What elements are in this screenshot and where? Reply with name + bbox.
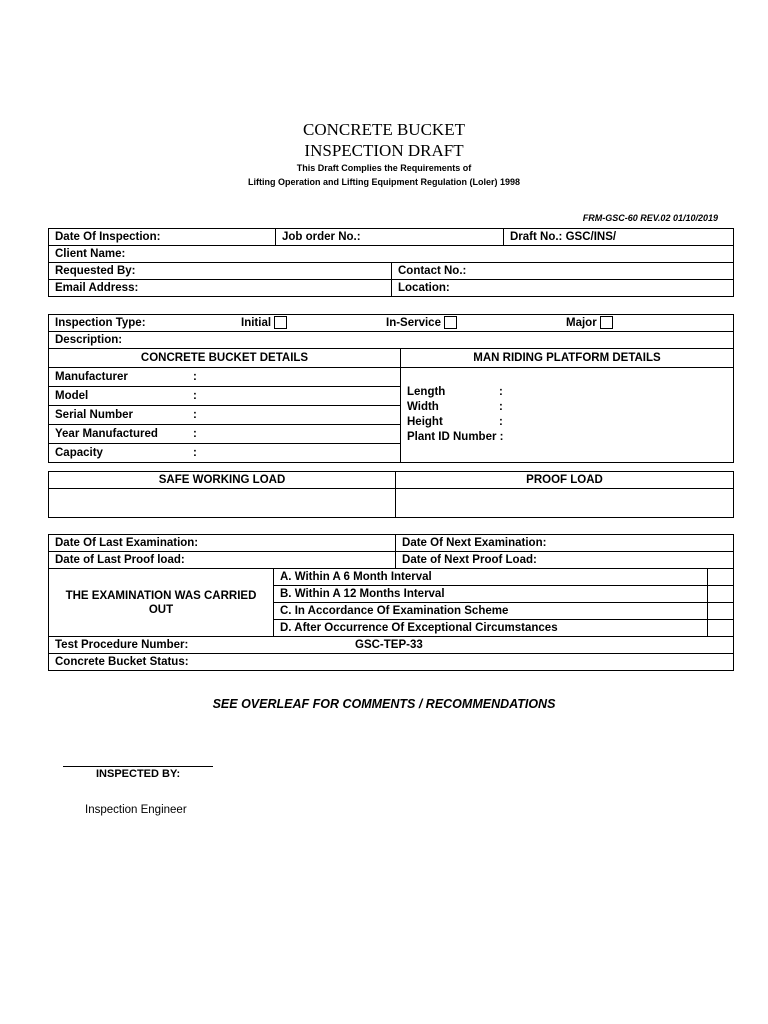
job-order-field[interactable]: Job order No.: [276, 229, 504, 246]
serial-number-row[interactable] [49, 406, 400, 425]
inspection-engineer-label: Inspection Engineer [85, 804, 187, 816]
colon: : [499, 401, 503, 413]
initial-option[interactable] [241, 315, 287, 331]
last-proof-load-field[interactable]: Date of Last Proof load: [49, 552, 396, 569]
subtitle-line-1: This Draft Complies the Requirements of [296, 163, 472, 173]
manufacturer-label: Manufacturer [55, 371, 128, 383]
next-proof-load-field[interactable]: Date of Next Proof Load: [396, 552, 734, 569]
colon: : [193, 409, 197, 421]
client-info-table [48, 228, 734, 297]
width-row[interactable] [407, 400, 727, 415]
bucket-details-header: CONCRETE BUCKET DETAILS [49, 349, 401, 368]
length-row[interactable] [407, 385, 727, 400]
test-procedure-row [49, 637, 734, 654]
colon: : [193, 447, 197, 459]
form-reference: FRM-GSC-60 REV.02 01/10/2019 [582, 213, 718, 223]
platform-details-cell [401, 368, 734, 463]
capacity-label: Capacity [55, 447, 103, 459]
inspected-by-label: INSPECTED BY: [96, 768, 181, 780]
major-option[interactable] [566, 315, 613, 331]
model-label: Model [55, 390, 89, 402]
date-of-inspection-field[interactable]: Date Of Inspection: [49, 229, 276, 246]
loads-table [48, 471, 734, 518]
examination-table [48, 534, 734, 671]
overleaf-note: SEE OVERLEAF FOR COMMENTS / RECOMMENDATIONS [212, 697, 556, 711]
safe-working-load-header: SAFE WORKING LOAD [49, 472, 396, 489]
client-name-field[interactable]: Client Name: [49, 246, 734, 263]
plant-id-row[interactable] [407, 430, 727, 445]
requested-by-field[interactable]: Requested By: [49, 263, 392, 280]
height-label: Height [407, 416, 443, 428]
examination-carried-out-label: THE EXAMINATION WAS CARRIED OUT [49, 569, 274, 637]
option-12-months-checkbox[interactable] [708, 586, 734, 603]
colon: : [499, 386, 503, 398]
in-service-option[interactable] [386, 315, 457, 331]
title-line-1: CONCRETE BUCKET [303, 120, 465, 139]
option-12-months: B. Within A 12 Months Interval [274, 586, 708, 603]
colon: : [193, 428, 197, 440]
in-service-checkbox[interactable] [444, 316, 457, 329]
email-address-field[interactable]: Email Address: [49, 280, 392, 297]
option-6-month-checkbox[interactable] [708, 569, 734, 586]
proof-load-value[interactable] [396, 489, 734, 518]
bucket-details-cell [49, 368, 401, 463]
location-field[interactable]: Location: [392, 280, 734, 297]
test-procedure-label: Test Procedure Number: [55, 639, 189, 651]
test-procedure-value: GSC-TEP-33 [355, 639, 423, 651]
inspection-type-label: Inspection Type: [55, 317, 146, 329]
inspection-details-table [48, 314, 734, 463]
width-label: Width [407, 401, 439, 413]
length-label: Length [407, 386, 446, 398]
plant-id-label: Plant ID Number [407, 431, 497, 443]
height-row[interactable] [407, 415, 727, 430]
option-exceptional-circumstances: D. After Occurrence Of Exceptional Circumstances [274, 620, 708, 637]
inspection-type-row [49, 315, 734, 332]
option-6-month: A. Within A 6 Month Interval [274, 569, 708, 586]
title-line-2: INSPECTION DRAFT [304, 141, 464, 160]
draft-no-field[interactable]: Draft No.: GSC/INS/ [504, 229, 734, 246]
safe-working-load-value[interactable] [49, 489, 396, 518]
contact-no-field[interactable]: Contact No.: [392, 263, 734, 280]
colon: : [499, 416, 503, 428]
bucket-status-field[interactable]: Concrete Bucket Status: [49, 654, 734, 671]
colon: : [193, 371, 197, 383]
subtitle-line-2: Lifting Operation and Lifting Equipment Regulation (Loler) 1998 [248, 177, 520, 187]
option-examination-scheme-checkbox[interactable] [708, 603, 734, 620]
colon: : [193, 390, 197, 402]
in-service-label: In-Service [386, 317, 441, 329]
description-field[interactable]: Description: [49, 332, 734, 349]
initial-label: Initial [241, 317, 272, 329]
serial-number-label: Serial Number [55, 409, 133, 421]
signature-line [63, 766, 213, 767]
platform-details-header: MAN RIDING PLATFORM DETAILS [401, 349, 734, 368]
last-examination-field[interactable]: Date Of Last Examination: [49, 535, 396, 552]
manufacturer-row[interactable] [49, 368, 400, 387]
next-examination-field[interactable]: Date Of Next Examination: [396, 535, 734, 552]
model-row[interactable] [49, 387, 400, 406]
option-exceptional-circumstances-checkbox[interactable] [708, 620, 734, 637]
major-label: Major [566, 317, 597, 329]
colon: : [499, 431, 504, 443]
capacity-row[interactable] [49, 444, 400, 462]
initial-checkbox[interactable] [274, 316, 287, 329]
proof-load-header: PROOF LOAD [396, 472, 734, 489]
option-examination-scheme: C. In Accordance Of Examination Scheme [274, 603, 708, 620]
major-checkbox[interactable] [600, 316, 613, 329]
year-manufactured-row[interactable] [49, 425, 400, 444]
year-manufactured-label: Year Manufactured [55, 428, 158, 440]
